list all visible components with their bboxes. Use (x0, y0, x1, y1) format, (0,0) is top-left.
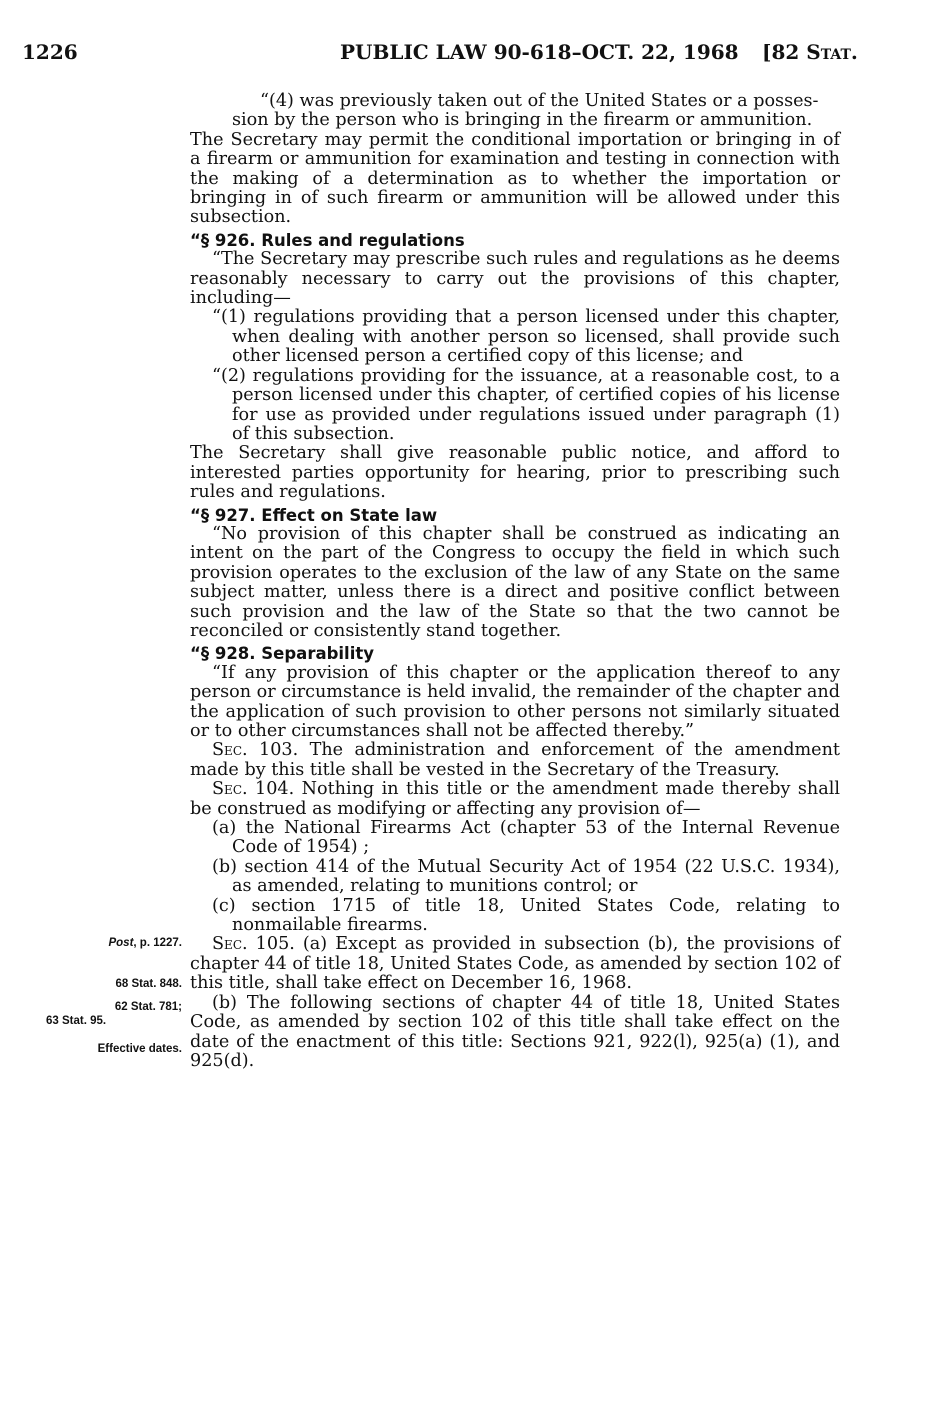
section-926-item-2: “(2) regulations providing for the issuance, at a reasonable cost, to a person licensed under this chapter, of certified copies of his license for use as provided under regulations issued under paragraph (1) of this subsection. (212, 365, 840, 444)
item-4-lead: “(4) was previously taken out of the United States or a posses- (260, 91, 819, 111)
margin-note-63-stat: 63 Stat. 95. (46, 1015, 107, 1027)
page-number: 1226 (22, 40, 78, 64)
section-928-text: “If any provision of this chapter or the application thereof to any person or circumstance is held invalid, the remainder of the chapter and the application of such provision to other persons not similarly situated or to other circumstances shall not be affected thereby.” (190, 662, 840, 741)
section-926-notice: The Secretary shall give reasonable public notice, and afford to interested parties opportunity for hearing, prior to prescribing such rules and regulations. (190, 443, 840, 503)
section-105-abbr: Sec. (212, 934, 248, 955)
section-927-heading: “§ 927. Effect on State law (190, 505, 438, 525)
margin-note-effective-dates: Effective dates. (97, 1043, 182, 1055)
margin-note-post (22, 936, 182, 950)
item-4-cont: sion by the person who is bringing in the firearm or ammunition. (232, 110, 813, 131)
margin-note-68-stat: 68 Stat. 848. (115, 978, 182, 990)
section-103-abbr: Sec. (212, 740, 248, 761)
running-title: PUBLIC LAW 90-618–OCT. 22, 1968 (340, 40, 739, 64)
section-104-b: (b) section 414 of the Mutual Security Act of 1954 (22 U.S.C. 1934), as amended, relating to munitions control; or (212, 856, 840, 897)
section-104-c: (c) section 1715 of title 18, United States Code, relating to nonmailable firearms. (212, 895, 840, 936)
margin-note-62-stat: 62 Stat. 781; (114, 1001, 182, 1013)
section-926-intro: “The Secretary may prescribe such rules and regulations as he deems reasonably necessary to carry out the provisions of this chapter, including— (190, 249, 840, 309)
section-105 (190, 935, 840, 993)
paragraph-conditional-importation: The Secretary may permit the conditional importation or bringing in of a firearm or ammunition for examination and testing in connection with the making of a determination as to whether the importation or bringing in of such firearm or ammunition will be allowed under this subsection. (190, 129, 840, 228)
section-926-heading: “§ 926. Rules and regulations (190, 230, 465, 250)
section-104 (190, 780, 840, 819)
section-926-item-1: “(1) regulations providing that a person licensed under this chapter, when dealing with another person so licensed, shall provide such other licensed person a certified copy of this license; and (212, 307, 840, 367)
section-928-heading: “§ 928. Separability (190, 644, 375, 664)
margin-post-page: , p. 1227. (133, 937, 182, 949)
section-927-text: “No provision of this chapter shall be construed as indicating an intent on the part of the Congress to occupy the field in which such provision operates to the exclusion of the law of any State on the same subject matter, unless there is a direct and positive conflict between such provision and the law of the State so that the two cannot be reconciled or consistently stand together. (190, 523, 840, 641)
section-105-b: (b) The following sections of chapter 44 of title 18, United States Code, as amended by section 102 of this title shall take effect on the date of the enactment of this title: Sections 921, 922(l), 925(a) (1), and 925(d). (190, 992, 840, 1071)
volume-prefix: [82 (762, 40, 807, 64)
volume-suffix: Stat. (806, 40, 858, 64)
section-103 (190, 741, 840, 780)
section-105-text: 105. (a) Except as provided in subsection (b), the provisions of chapter 44 of title 18, United States Code, as amended by section 102 of this title, shall take effect on December 16, 1968. (190, 934, 840, 994)
section-104-abbr: Sec. (212, 779, 248, 800)
section-104-a: (a) the National Firearms Act (chapter 53 of the Internal Revenue Code of 1954) ; (212, 818, 840, 858)
section-104-text: 104. Nothing in this title or the amendment made thereby shall be construed as modifying or affecting any provision of— (190, 779, 840, 819)
volume-citation (762, 40, 858, 64)
statute-text (190, 92, 840, 1071)
margin-post-italic: Post (108, 937, 134, 949)
section-103-text: 103. The administration and enforcement of the amendment made by this title shall be vested in the Secretary of the Treasury. (190, 740, 840, 780)
